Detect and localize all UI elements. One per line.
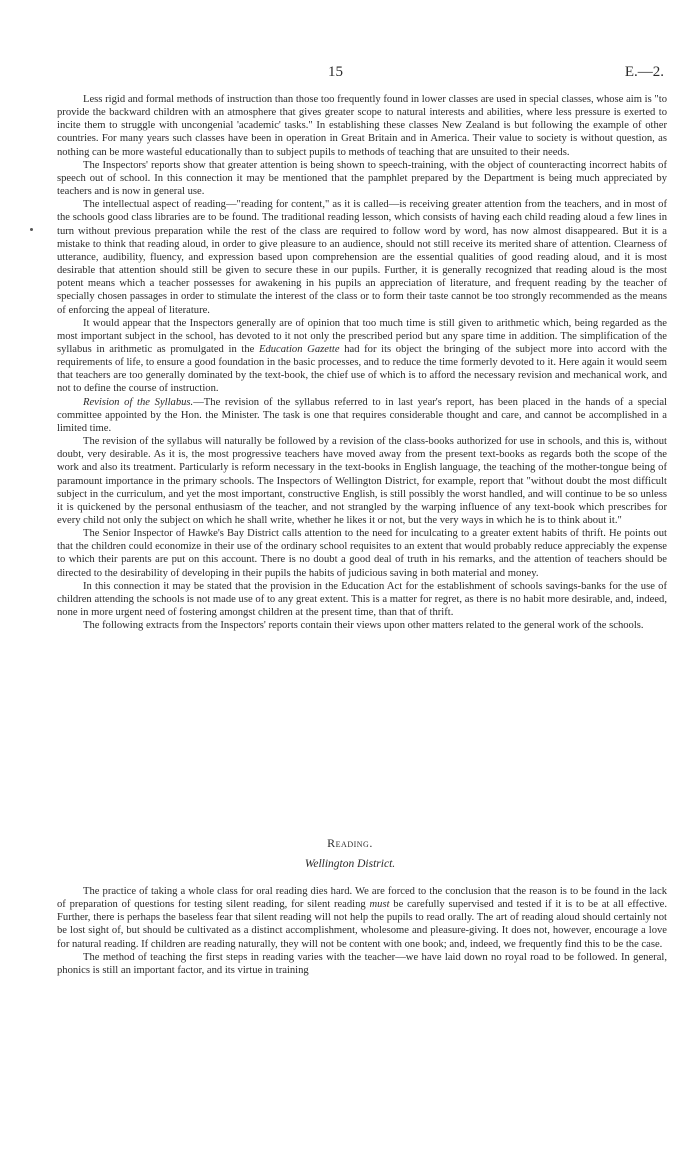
page-number: 15 [328, 64, 343, 80]
italic-phrase: Revision of the Syllabus. [83, 396, 194, 408]
paragraph-thrift: The Senior Inspector of Hawke's Bay District calls attention to the need for inculcating to a greater extent habits of thrift. He points out that the children could economize in their use of the ordinary school requisites to an extent that would probably reduce appreciably the expense to which their parents are put on this account. There is no doubt a good deal of truth in his remarks, and the attention of teachers should be directed to the desirability of developing in their pupils the habits of judicious saving in both material and money. [57, 528, 667, 579]
paragraph-savings-banks: In this connection it may be stated that the provision in the Education Act for the establishment of schools savings-banks for the use of children attending the schools is not made use of to any great extent. This is a matter for regret, as there is no habit more desirable, and, indeed, none in more urgent need of fostering amongst children at the present time, than that of thrift. [57, 580, 667, 619]
paragraph-extracts: The following extracts from the Inspectors' reports contain their views upon other matters related to the general work of the schools. [83, 620, 644, 632]
paragraph-special-classes: Less rigid and formal methods of instruction than those too frequently found in lower classes are used in special classes, whose aim is "to provide the backward children with an atmosphere that gives greater scope to natural interests and abilities, where less pressure is exerted to incite them to struggle with uncongenial 'academic' tasks." In establishing these classes New Zealand is but following the example of other countries. For many years such classes have been in operation in Great Britain and in America. Their value to society is without question, as nothing can be more wasteful educationally than to subject pupils to methods of teaching that are unsuited to their needs. [57, 94, 667, 158]
section-heading: Reading. [327, 836, 373, 850]
paragraph-oral-reading: The practice of taking a whole class for oral reading dies hard. We are forced to the conclusion that the reason is to be found in the lack of preparation of questions for testing silent reading, for silent reading must be carefully supervised and tested if it is to be at all effective. Further, there is perhaps the baseless fear that silent reading will not help the pupils to read orally. The art of reading aloud should certainly not be lost sight of, but should be cultivated as a distinct accomplishment, wholesome and pleasure-giving. It does not, however, encourage a love for natural reading. If children are reading naturally, they will not be content with one book; and, indeed, we frequently find this to be the case. [57, 886, 668, 950]
italic-phrase: Education Gazette [258, 343, 340, 355]
paragraph-speech-training: The Inspectors' reports show that greater attention is being shown to speech-training, with the object of counteracting incorrect habits of speech out of school. In this connection it may be mentioned that the pamphlet prepared by the Department is being much appreciated by teachers and is now in general use. [57, 159, 667, 198]
document-reference: E.—2. [624, 64, 664, 80]
paragraph-reading: The intellectual aspect of reading—"reading for content," as it is called—is receiving greater attention from the teachers, and in most of the schools good class libraries are to be found. The traditional reading lesson, which consists of having each child reading aloud a few lines in turn without previous preparation while the rest of the class are required to follow word by word, has now almost disappeared. But it is a mistake to think that reading aloud, in order to give pleasure to an audience, should not still receive its merited share of attention. Clearness of utterance, audibility, fluency, and expression based upon comprehension are the essential qualities of good reading aloud, and it is most desirable that attention should still be given to secure these in our pupils. Further, it is generally recognized that reading aloud is the most potent means which a teacher possesses for awakening in his pupils an appreciation of literature, and frequent reading by the teacher of specially chosen passages in order to stimulate the interest of the class or to form their taste cannot be too strongly recommended as the means of enforcing the appeal of literature. [57, 199, 667, 316]
margin-mark [30, 228, 33, 231]
reading-section-text [57, 885, 667, 977]
paragraph-revision-syllabus: Revision of the Syllabus.—The revision of the syllabus referred to in last year's report, has been placed in the hands of a special committee appointed by the Hon. the Minister. The task is one that requires considerable thought and care, and cannot be accomplished in a limited time. [57, 396, 667, 434]
italic-phrase: must [369, 899, 390, 911]
paragraph-arithmetic: It would appear that the Inspectors generally are of opinion that too much time is still given to arithmetic which, being regarded as the most important subject in the school, has devoted to it not only the prescribed period but any spare time in addition. The simplification of the syllabus in arithmetic as promulgated in the Education Gazette had for its object the bringing of the subject more into accord with the requirements of life, to ensure a good foundation in the basic processes, and to reduce the time formerly devoted to it. Here again it would seem that teachers are too generally dominated by the text-book, the chief use of which is to afford the necessary revision and mechanical work, and not to define the course of instruction. [57, 317, 667, 395]
main-text [57, 93, 667, 632]
paragraph-first-steps: The method of teaching the first steps in reading varies with the teacher—we have laid down no royal road to be followed. In general, phonics is still an important factor, and its virtue in training [57, 951, 667, 976]
paragraph-class-books: The revision of the syllabus will naturally be followed by a revision of the class-books authorized for use in schools, and this is, without doubt, very desirable. As it is, the most progressive teachers have moved away from the present text-books as regards both the scope of the work and also its treatment. Particularly is reform necessary in the text-books in English language, the teaching of the mother-tongue being of paramount importance in the primary schools. The Inspectors of Wellington District, for example, report that "without doubt the most difficult subject in the curriculum, and yet the most important, constructive English, is still possibly the worst handled, and will continue to be so unless it is quickened by the personal enthusiasm of the teacher, and not strangled by the warping influence of any text-book which prescribes for every child not only the subject on which he shall write, whether he likes it or not, but the very ways in which he is to think about it." [57, 436, 667, 526]
section-subheading: Wellington District. [304, 858, 396, 870]
